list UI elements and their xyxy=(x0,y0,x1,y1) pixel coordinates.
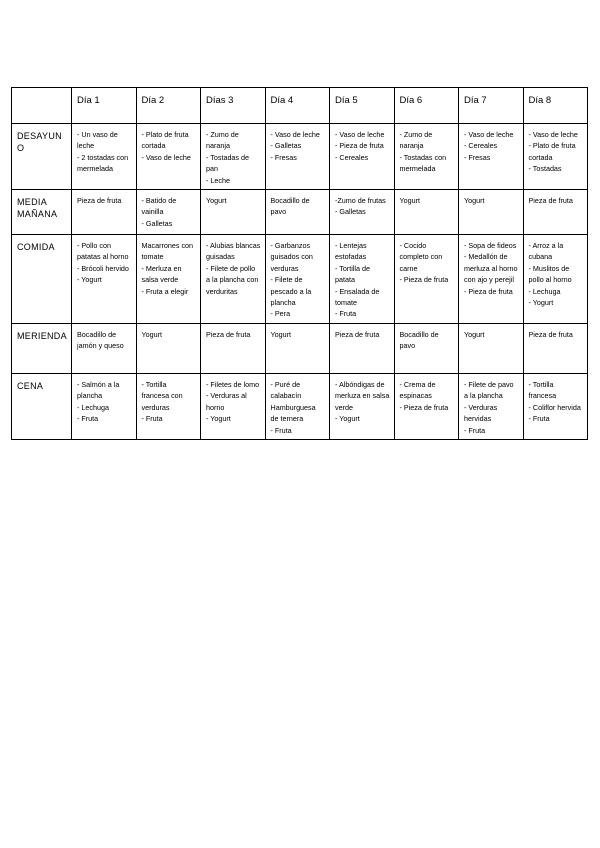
meal-item: - Fruta xyxy=(528,414,550,424)
meal-cell xyxy=(394,235,459,324)
meal-item: - Vaso de leche xyxy=(270,130,320,139)
day-header: Día 7 xyxy=(459,88,524,124)
meal-item: - Cereales xyxy=(335,152,369,162)
meal-item: - Ensalada de tomate xyxy=(335,286,380,308)
meal-label: DESAYUNO xyxy=(12,124,72,190)
meal-item: - Pera xyxy=(270,309,291,319)
meal-cell xyxy=(201,323,266,373)
meal-item: - Filetes de lomo xyxy=(206,379,260,389)
meal-item: Pieza de fruta xyxy=(528,329,573,339)
meal-cell xyxy=(394,323,459,373)
meal-item: - Galletas xyxy=(141,218,173,228)
meal-cell xyxy=(201,190,266,235)
meal-cell xyxy=(201,235,266,324)
meal-label: CENA xyxy=(12,373,72,439)
meal-item: Yogurt xyxy=(206,196,227,206)
meal-item: Bocadillo de pavo xyxy=(270,196,310,217)
meal-item: - Un vaso de leche xyxy=(77,130,118,151)
meal-item: - Pieza de fruta xyxy=(399,402,449,412)
meal-cell xyxy=(265,190,330,235)
meal-item: - Yogurt xyxy=(206,414,231,424)
meal-item: - Fresas xyxy=(270,152,297,162)
meal-cell xyxy=(394,124,459,190)
meal-item: - Fruta xyxy=(141,414,163,424)
meal-item: - Leche xyxy=(206,175,230,185)
meal-cell xyxy=(523,323,588,373)
meal-cell xyxy=(330,124,395,190)
meal-cell xyxy=(459,373,524,439)
corner-cell xyxy=(12,88,72,124)
meal-item: - Tostadas de pan xyxy=(206,152,250,174)
meal-item: -Zumo de frutas xyxy=(335,196,386,206)
meal-row xyxy=(12,323,588,373)
meal-cell xyxy=(523,190,588,235)
meal-label: COMIDA xyxy=(12,235,72,324)
meal-item: - Fruta a elegir xyxy=(141,286,189,296)
meal-cell xyxy=(72,190,137,235)
meal-item: - Tortilla francesa xyxy=(528,379,557,401)
meal-row xyxy=(12,373,588,439)
meal-plan-body xyxy=(12,88,588,440)
meal-cell xyxy=(394,373,459,439)
meal-item: - Fruta xyxy=(270,425,292,435)
meal-item: - Cereales xyxy=(464,141,498,151)
meal-item: - Yogurt xyxy=(77,275,102,285)
meal-item: - Merluza en salsa verde xyxy=(141,263,182,285)
meal-item: - Puré de calabacín xyxy=(270,379,302,401)
meal-item: - Lechuga xyxy=(528,286,561,296)
meal-item: - Verduras hervidas xyxy=(464,402,498,424)
meal-item: Yogurt xyxy=(464,329,485,339)
meal-cell xyxy=(394,190,459,235)
meal-item: - 2 tostadas con mermelada xyxy=(77,152,129,174)
meal-cell xyxy=(265,373,330,439)
meal-item: - Cocido completo con carne xyxy=(399,241,443,273)
meal-item: - Albóndigas de merluza en salsa verde xyxy=(335,379,390,412)
meal-item: - Filete de pavo a la plancha xyxy=(464,379,514,401)
day-header: Día 1 xyxy=(72,88,137,124)
meal-item: Pieza de fruta xyxy=(335,329,380,339)
meal-item: - Tostadas con mermelada xyxy=(399,152,447,174)
meal-item: - Vaso de leche xyxy=(464,130,514,139)
meal-cell xyxy=(201,373,266,439)
meal-item: - Pieza de fruta xyxy=(335,141,384,151)
meal-item: - Zumo de naranja xyxy=(206,130,239,151)
meal-item: - Verduras al horno xyxy=(206,391,247,412)
meal-cell xyxy=(330,190,395,235)
meal-cell xyxy=(201,124,266,190)
header-row xyxy=(12,88,588,124)
meal-cell xyxy=(136,373,201,439)
meal-item: - Batido de vainilla xyxy=(141,196,177,217)
meal-label: MEDIA MAÑANA xyxy=(12,190,72,235)
day-header: Día 5 xyxy=(330,88,395,124)
day-header: Día 4 xyxy=(265,88,330,124)
meal-item: - Fruta xyxy=(77,414,99,424)
meal-cell xyxy=(265,323,330,373)
meal-cell xyxy=(136,323,201,373)
meal-item: - Tortilla francesa con verduras xyxy=(141,379,183,412)
meal-item: Yogurt xyxy=(464,196,485,206)
meal-item: - Filete de pollo a la plancha con verduritas xyxy=(206,263,259,296)
meal-cell xyxy=(330,373,395,439)
meal-cell xyxy=(136,190,201,235)
meal-item: Bocadillo de jamón y queso xyxy=(77,329,124,351)
meal-row xyxy=(12,235,588,324)
meal-item: - Muslitos de pollo al horno xyxy=(528,263,572,285)
meal-item: - Crema de espinacas xyxy=(399,379,436,401)
meal-item: - Vaso de leche xyxy=(335,130,385,139)
meal-item: Bocadillo de pavo xyxy=(399,329,439,351)
meal-label: MERIENDA xyxy=(12,323,72,373)
meal-item: - Pollo con patatas al horno xyxy=(77,241,129,262)
meal-item: - Vaso de leche xyxy=(141,152,191,162)
meal-item: - Salmón a la plancha xyxy=(77,379,120,401)
day-header: Día 8 xyxy=(523,88,588,124)
meal-cell xyxy=(136,235,201,324)
meal-item: Macarrones con tomate xyxy=(141,241,194,262)
meal-item: Pieza de fruta xyxy=(77,196,122,206)
meal-item: - Plato de fruta cortada xyxy=(528,141,576,162)
meal-cell xyxy=(72,235,137,324)
meal-item: Yogurt xyxy=(399,196,421,206)
meal-cell xyxy=(459,323,524,373)
meal-cell xyxy=(523,124,588,190)
day-header: Día 2 xyxy=(136,88,201,124)
meal-cell xyxy=(459,190,524,235)
meal-item: - Garbanzos guisados con verduras xyxy=(270,241,313,273)
meal-cell xyxy=(72,323,137,373)
meal-item: - Galletas xyxy=(270,141,302,151)
meal-item: - Filete de pescado a la plancha xyxy=(270,275,312,308)
meal-item: - Brócoli hervido xyxy=(77,263,129,273)
day-header: Día 6 xyxy=(394,88,459,124)
meal-item: - Alubias blancas guisadas xyxy=(206,241,261,262)
meal-cell xyxy=(330,323,395,373)
meal-item: - Lentejas estofadas xyxy=(335,241,367,262)
meal-item: - Yogurt xyxy=(335,414,360,424)
meal-item: Hamburguesa de ternera xyxy=(270,402,316,424)
meal-plan-table xyxy=(11,87,588,440)
meal-cell xyxy=(136,124,201,190)
meal-item: - Arroz a la cubana xyxy=(528,241,564,262)
meal-cell xyxy=(265,124,330,190)
meal-item: - Coliflor hervida xyxy=(528,402,581,412)
day-header: Días 3 xyxy=(201,88,266,124)
meal-cell xyxy=(72,373,137,439)
meal-item: Pieza de fruta xyxy=(206,329,251,339)
meal-item: Pieza de fruta xyxy=(528,196,573,206)
meal-item: - Tortilla de patata xyxy=(335,263,371,285)
meal-item: Yogurt xyxy=(270,329,292,339)
meal-cell xyxy=(72,124,137,190)
meal-item: - Fresas xyxy=(464,152,491,162)
meal-item: - Zumo de naranja xyxy=(399,130,433,151)
meal-item: - Vaso de leche xyxy=(528,130,578,139)
meal-item: - Medallón de merluza al horno con ajo y perejil xyxy=(464,252,518,285)
meal-cell xyxy=(523,373,588,439)
meal-item: - Plato de fruta cortada xyxy=(141,130,189,151)
meal-item: - Tostadas xyxy=(528,164,562,174)
meal-cell xyxy=(330,235,395,324)
meal-cell xyxy=(459,124,524,190)
meal-row xyxy=(12,190,588,235)
meal-item: - Fruta xyxy=(464,425,486,435)
meal-item: - Fruta xyxy=(335,309,357,319)
meal-item: - Pieza de fruta xyxy=(464,286,513,296)
meal-item: - Lechuga xyxy=(77,402,109,412)
meal-item: - Yogurt xyxy=(528,298,554,308)
meal-item: - Pieza de fruta xyxy=(399,275,449,285)
meal-item: - Galletas xyxy=(335,207,366,217)
meal-item: - Sopa de fideos xyxy=(464,241,517,251)
meal-row xyxy=(12,124,588,190)
meal-cell xyxy=(523,235,588,324)
meal-cell xyxy=(265,235,330,324)
meal-item: Yogurt xyxy=(141,329,163,339)
meal-cell xyxy=(459,235,524,324)
